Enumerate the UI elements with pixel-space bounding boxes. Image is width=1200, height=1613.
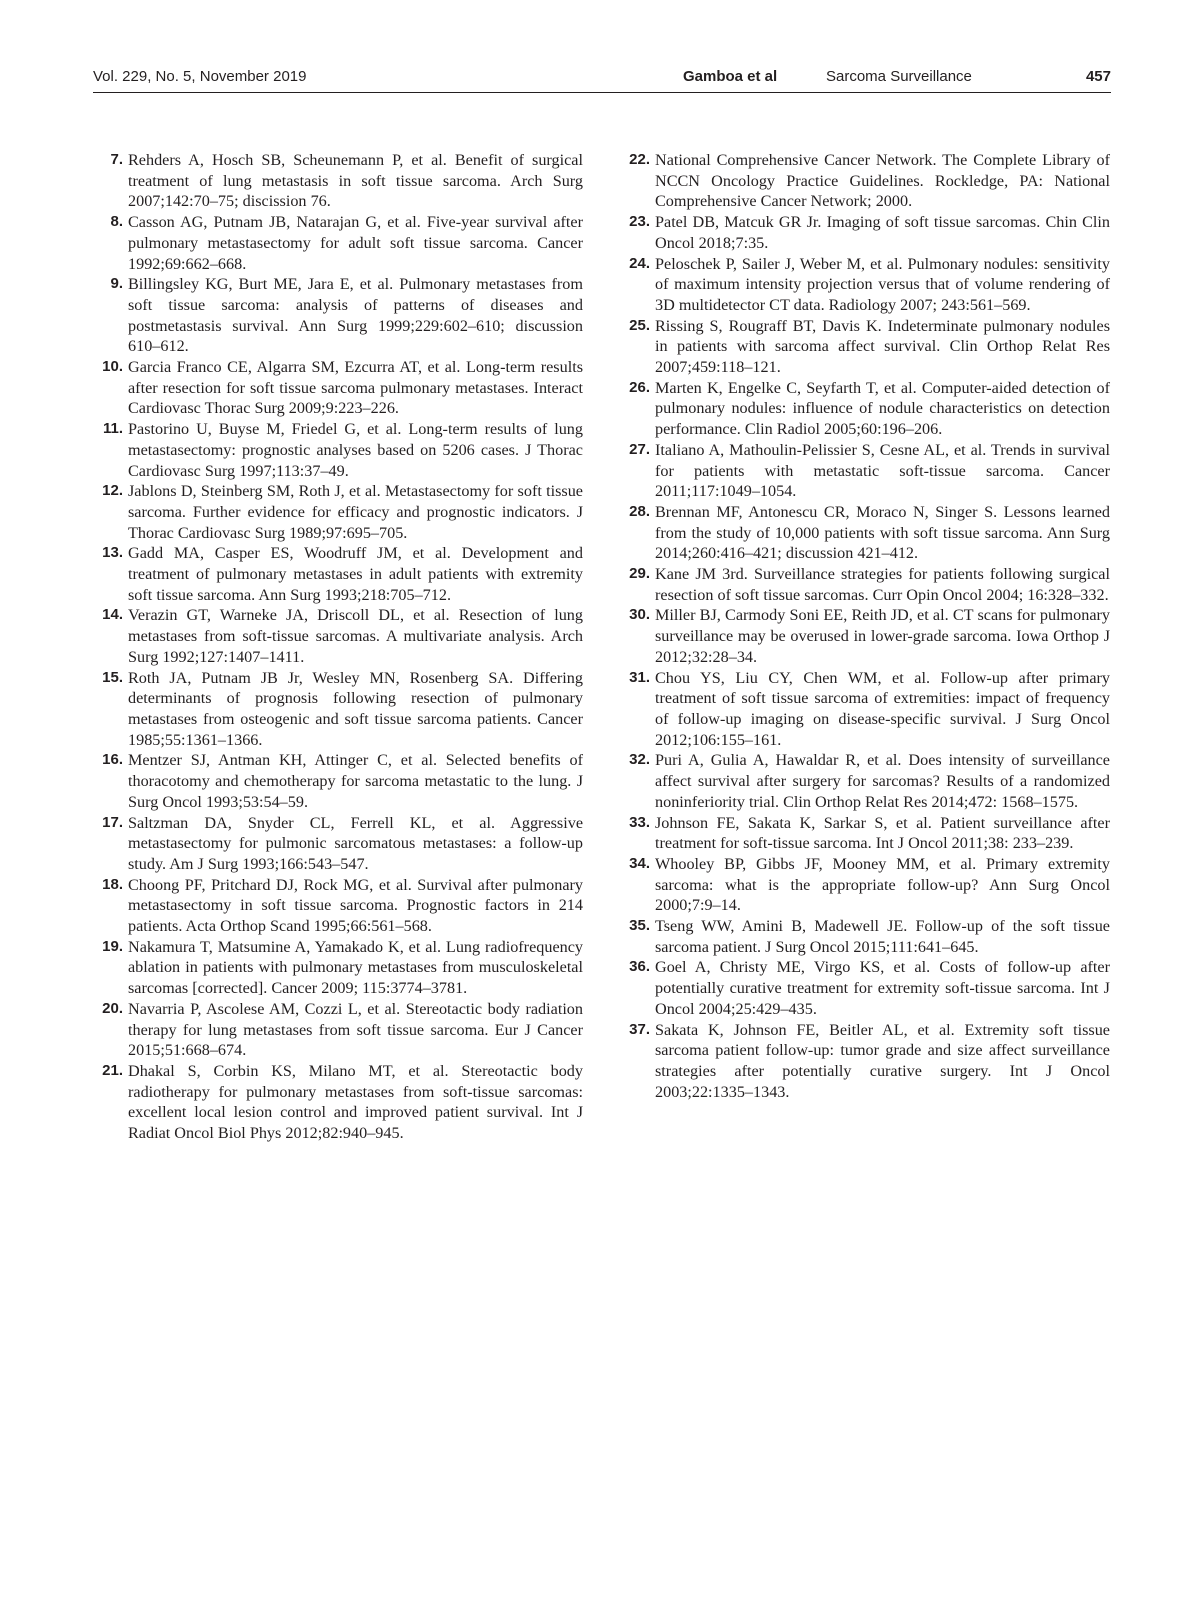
reference-item bbox=[620, 150, 1110, 212]
reference-number: 25. bbox=[629, 316, 650, 334]
reference-item bbox=[620, 813, 1110, 854]
reference-number: 11. bbox=[102, 420, 123, 438]
reference-item bbox=[93, 750, 583, 812]
reference-text: Tseng WW, Amini B, Madewell JE. Follow-up of the soft tissue sarcoma patient. J Surg Oncol 2015;111:641–645. bbox=[655, 917, 1110, 956]
reference-item bbox=[620, 378, 1110, 440]
reference-number: 8. bbox=[110, 213, 123, 231]
reference-number: 16. bbox=[102, 751, 123, 769]
reference-number: 17. bbox=[102, 813, 123, 831]
journal-info: Vol. 229, No. 5, November 2019 bbox=[93, 68, 307, 85]
reference-item bbox=[93, 937, 583, 999]
reference-text: Saltzman DA, Snyder CL, Ferrell KL, et al. Aggressive metastasectomy for pulmonic sarcomatous metastases: a follow-up study. Am J Surg 1993;166:543–547. bbox=[128, 813, 583, 873]
reference-item bbox=[93, 813, 583, 875]
reference-item bbox=[93, 543, 583, 605]
reference-text: Miller BJ, Carmody Soni EE, Reith JD, et al. CT scans for pulmonary surveillance may be overused in lower-grade sarcoma. Iowa Orthop J 2012;32:28–34. bbox=[655, 606, 1110, 666]
references-column-right bbox=[620, 150, 1110, 1102]
reference-text: Nakamura T, Matsumine A, Yamakado K, et al. Lung radiofrequency ablation in patients with pulmonary metastases from musculoskeletal sarcomas [corrected]. Cancer 2009; 115:3774–3781. bbox=[128, 937, 583, 998]
reference-number: 32. bbox=[629, 751, 650, 769]
reference-item bbox=[93, 274, 583, 357]
reference-item bbox=[620, 668, 1110, 751]
reference-item bbox=[93, 1061, 583, 1144]
reference-item bbox=[620, 957, 1110, 1019]
reference-item bbox=[620, 1020, 1110, 1103]
reference-item bbox=[93, 150, 583, 212]
reference-text: Gadd MA, Casper ES, Woodruff JM, et al. Development and treatment of pulmonary metastases in adult patients with extremity soft tissue sarcoma. Ann Surg 1993;218:705–712. bbox=[128, 544, 583, 604]
reference-number: 14. bbox=[102, 606, 123, 624]
reference-item bbox=[620, 212, 1110, 253]
reference-text: Casson AG, Putnam JB, Natarajan G, et al. Five-year survival after pulmonary metastasectomy for adult soft tissue sarcoma. Cancer 1992;69:662–668. bbox=[128, 213, 583, 273]
reference-text: Billingsley KG, Burt ME, Jara E, et al. Pulmonary metastases from soft tissue sarcoma: analysis of patterns of diseases and postmetastasis survival. Ann Surg 1999;229:602–610; discussion 610–612. bbox=[128, 275, 583, 356]
reference-number: 20. bbox=[102, 999, 123, 1017]
reference-text: Chou YS, Liu CY, Chen WM, et al. Follow-up after primary treatment of soft tissue sarcoma of extremities: impact of frequency of follow-up imaging on disease-specific survival. J Surg Oncol 2012;106:155–161. bbox=[655, 668, 1110, 749]
reference-number: 29. bbox=[629, 565, 650, 583]
reference-item bbox=[620, 916, 1110, 957]
reference-text: Peloschek P, Sailer J, Weber M, et al. Pulmonary nodules: sensitivity of maximum intensity projection versus that of volume rendering of 3D multidetector CT data. Radiology 2007; 243:561–569. bbox=[655, 254, 1110, 314]
reference-number: 13. bbox=[102, 544, 123, 562]
reference-text: Verazin GT, Warneke JA, Driscoll DL, et al. Resection of lung metastases from soft-tissue sarcomas. A multivariate analysis. Arch Surg 1992;127:1407–1411. bbox=[128, 606, 583, 666]
reference-item bbox=[93, 999, 583, 1061]
reference-number: 21. bbox=[102, 1061, 123, 1079]
reference-number: 10. bbox=[102, 358, 123, 376]
reference-number: 34. bbox=[629, 854, 650, 872]
reference-item bbox=[620, 854, 1110, 916]
reference-number: 24. bbox=[629, 254, 650, 272]
reference-text: Sakata K, Johnson FE, Beitler AL, et al. Extremity soft tissue sarcoma patient follow-up: tumor grade and size affect surveillance strategies after potentially curative surgery. Int J Oncol 2003;22:1335–1343. bbox=[655, 1020, 1110, 1101]
reference-number: 18. bbox=[102, 875, 123, 893]
reference-number: 15. bbox=[102, 668, 123, 686]
reference-text: Johnson FE, Sakata K, Sarkar S, et al. Patient surveillance after treatment for soft-tissue sarcoma. Int J Oncol 2011;38: 233–239. bbox=[655, 813, 1110, 853]
reference-item bbox=[620, 254, 1110, 316]
reference-text: Rehders A, Hosch SB, Scheunemann P, et al. Benefit of surgical treatment of lung metastasis in soft tissue sarcoma. Arch Surg 2007;142:70–75; discission 76. bbox=[128, 151, 583, 211]
reference-text: Rissing S, Rougraff BT, Davis K. Indeterminate pulmonary nodules in patients with sarcoma affect survival. Clin Orthop Relat Res 2007;459:118–121. bbox=[655, 316, 1110, 377]
reference-text: Jablons D, Steinberg SM, Roth J, et al. Metastasectomy for soft tissue sarcoma. Further evidence for efficacy and prognostic indicators. J Thorac Cardiovasc Surg 1989;97:695–705. bbox=[128, 482, 583, 542]
reference-number: 12. bbox=[102, 482, 123, 500]
reference-text: Pastorino U, Buyse M, Friedel G, et al. Long-term results of lung metastasectomy: prognostic analyses based on 5206 cases. J Thorac Cardiovasc Surg 1997;113:37–49. bbox=[128, 420, 583, 480]
reference-text: Patel DB, Matcuk GR Jr. Imaging of soft tissue sarcomas. Chin Clin Oncol 2018;7:35. bbox=[655, 213, 1110, 252]
reference-text: Brennan MF, Antonescu CR, Moraco N, Singer S. Lessons learned from the study of 10,000 patients with soft tissue sarcoma. Ann Surg 2014;260:416–421; discussion 421–412. bbox=[655, 502, 1110, 563]
reference-number: 37. bbox=[629, 1020, 650, 1038]
reference-number: 26. bbox=[629, 378, 650, 396]
reference-text: Kane JM 3rd. Surveillance strategies for patients following surgical resection of soft tissue sarcomas. Curr Opin Oncol 2004; 16:328–332. bbox=[655, 565, 1110, 604]
reference-text: Garcia Franco CE, Algarra SM, Ezcurra AT, et al. Long-term results after resection for soft tissue sarcoma pulmonary metastases. Interact Cardiovasc Thorac Surg 2009;9:223–226. bbox=[128, 358, 583, 418]
reference-text: National Comprehensive Cancer Network. The Complete Library of NCCN Oncology Practice Guidelines. Rockledge, PA: National Comprehensive Cancer Network; 2000. bbox=[655, 151, 1110, 211]
reference-item bbox=[620, 440, 1110, 502]
reference-number: 35. bbox=[629, 917, 650, 935]
page-number: 457 bbox=[1085, 68, 1111, 85]
reference-number: 33. bbox=[629, 813, 650, 831]
running-header bbox=[93, 68, 1111, 93]
reference-item bbox=[93, 212, 583, 274]
reference-item bbox=[93, 357, 583, 419]
reference-number: 22. bbox=[629, 151, 650, 168]
reference-number: 23. bbox=[629, 213, 650, 231]
references-column-left bbox=[93, 150, 583, 1144]
reference-number: 31. bbox=[629, 668, 650, 686]
reference-number: 27. bbox=[629, 440, 650, 458]
reference-item bbox=[620, 502, 1110, 564]
running-title: Sarcoma Surveillance bbox=[826, 68, 972, 85]
reference-text: Choong PF, Pritchard DJ, Rock MG, et al. Survival after pulmonary metastasectomy in soft tissue sarcoma. Prognostic factors in 214 patients. Acta Orthop Scand 1995;66:561–568. bbox=[128, 875, 583, 936]
reference-text: Puri A, Gulia A, Hawaldar R, et al. Does intensity of surveillance affect survival after surgery for sarcomas? Results of a randomized noninferiority trial. Clin Orthop Relat Res 2014;472: 1568–1575. bbox=[655, 751, 1110, 811]
reference-number: 9. bbox=[110, 275, 123, 293]
reference-text: Navarria P, Ascolese AM, Cozzi L, et al. Stereotactic body radiation therapy for lung metastases from soft tissue sarcoma. Eur J Cancer 2015;51:668–674. bbox=[128, 999, 583, 1060]
reference-item bbox=[93, 605, 583, 667]
reference-number: 28. bbox=[629, 502, 650, 520]
running-authors: Gamboa et al bbox=[683, 68, 778, 85]
reference-item bbox=[93, 875, 583, 937]
reference-number: 36. bbox=[629, 958, 650, 976]
reference-text: Dhakal S, Corbin KS, Milano MT, et al. Stereotactic body radiotherapy for pulmonary metastases from soft-tissue sarcomas: excellent local lesion control and improved patient survival. Int J Radiat Oncol Biol Phys 2012;82:940–945. bbox=[128, 1061, 583, 1143]
reference-number: 19. bbox=[102, 937, 123, 955]
reference-text: Whooley BP, Gibbs JF, Mooney MM, et al. Primary extremity sarcoma: what is the appropriate follow-up? Ann Surg Oncol 2000;7:9–14. bbox=[655, 854, 1110, 915]
reference-item bbox=[93, 481, 583, 543]
reference-item bbox=[620, 316, 1110, 378]
reference-item bbox=[620, 605, 1110, 667]
reference-item bbox=[620, 750, 1110, 812]
reference-text: Roth JA, Putnam JB Jr, Wesley MN, Rosenberg SA. Differing determinants of prognosis following resection of pulmonary metastases from osteogenic and soft tissue sarcoma patients. Cancer 1985;55:1361–1366. bbox=[128, 668, 583, 749]
reference-number: 30. bbox=[629, 606, 650, 624]
reference-text: Italiano A, Mathoulin-Pelissier S, Cesne AL, et al. Trends in survival for patients with metastatic soft-tissue sarcoma. Cancer 2011;117:1049–1054. bbox=[655, 440, 1110, 501]
reference-text: Mentzer SJ, Antman KH, Attinger C, et al. Selected benefits of thoracotomy and chemotherapy for sarcoma metastatic to the lung. J Surg Oncol 1993;53:54–59. bbox=[128, 751, 583, 811]
reference-text: Goel A, Christy ME, Virgo KS, et al. Costs of follow-up after potentially curative treatment for extremity soft-tissue sarcoma. Int J Oncol 2004;25:429–435. bbox=[655, 958, 1110, 1018]
reference-number: 7. bbox=[110, 151, 123, 168]
reference-item bbox=[93, 419, 583, 481]
reference-text: Marten K, Engelke C, Seyfarth T, et al. Computer-aided detection of pulmonary nodules: influence of nodule characteristics on detection performance. Clin Radiol 2005;60:196–206. bbox=[655, 378, 1110, 439]
reference-item bbox=[93, 668, 583, 751]
reference-item bbox=[620, 564, 1110, 605]
